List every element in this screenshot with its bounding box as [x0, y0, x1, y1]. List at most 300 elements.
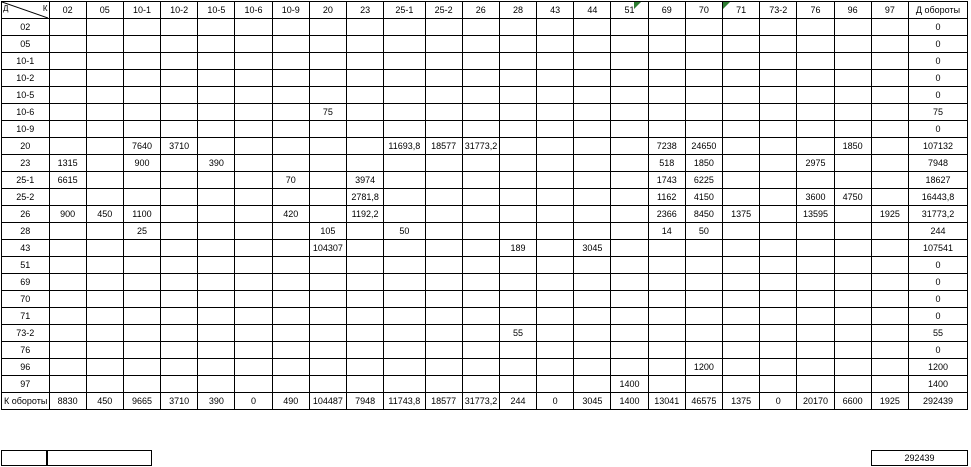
- data-cell[interactable]: [871, 342, 908, 359]
- data-cell[interactable]: [723, 376, 760, 393]
- data-cell[interactable]: [611, 70, 648, 87]
- data-cell[interactable]: 11693,8: [384, 138, 425, 155]
- data-cell[interactable]: [611, 87, 648, 104]
- data-cell[interactable]: [161, 155, 198, 172]
- data-cell[interactable]: [309, 138, 346, 155]
- data-cell[interactable]: [834, 240, 871, 257]
- data-cell[interactable]: [425, 206, 462, 223]
- row-total-cell[interactable]: 0: [908, 53, 967, 70]
- data-cell[interactable]: [760, 189, 797, 206]
- data-cell[interactable]: [198, 274, 235, 291]
- data-cell[interactable]: [499, 376, 536, 393]
- data-cell[interactable]: [161, 240, 198, 257]
- column-total-cell[interactable]: 31773,2: [462, 393, 499, 410]
- data-cell[interactable]: [537, 155, 574, 172]
- data-cell[interactable]: [86, 359, 123, 376]
- data-cell[interactable]: [648, 291, 685, 308]
- column-header[interactable]: 10-1: [123, 2, 160, 19]
- data-cell[interactable]: [462, 70, 499, 87]
- data-cell[interactable]: [760, 172, 797, 189]
- data-cell[interactable]: 75: [309, 104, 346, 121]
- data-cell[interactable]: [384, 189, 425, 206]
- data-cell[interactable]: [462, 172, 499, 189]
- data-cell[interactable]: [462, 189, 499, 206]
- data-cell[interactable]: [499, 359, 536, 376]
- data-cell[interactable]: [235, 308, 272, 325]
- data-cell[interactable]: [723, 36, 760, 53]
- data-cell[interactable]: 518: [648, 155, 685, 172]
- data-cell[interactable]: [648, 359, 685, 376]
- data-cell[interactable]: [384, 172, 425, 189]
- data-cell[interactable]: [384, 342, 425, 359]
- column-header[interactable]: 70: [685, 2, 722, 19]
- data-cell[interactable]: [384, 70, 425, 87]
- data-cell[interactable]: [797, 19, 834, 36]
- data-cell[interactable]: [723, 274, 760, 291]
- data-cell[interactable]: [384, 155, 425, 172]
- data-cell[interactable]: [537, 138, 574, 155]
- row-total-cell[interactable]: 107132: [908, 138, 967, 155]
- data-cell[interactable]: [723, 308, 760, 325]
- data-cell[interactable]: [161, 189, 198, 206]
- data-cell[interactable]: [685, 291, 722, 308]
- data-cell[interactable]: [309, 36, 346, 53]
- data-cell[interactable]: 3600: [797, 189, 834, 206]
- data-cell[interactable]: [760, 87, 797, 104]
- data-cell[interactable]: [499, 291, 536, 308]
- column-total-cell[interactable]: 450: [86, 393, 123, 410]
- column-total-cell[interactable]: 13041: [648, 393, 685, 410]
- data-cell[interactable]: [834, 172, 871, 189]
- data-cell[interactable]: [685, 308, 722, 325]
- data-cell[interactable]: [648, 257, 685, 274]
- data-cell[interactable]: [723, 104, 760, 121]
- data-cell[interactable]: [760, 342, 797, 359]
- data-cell[interactable]: [723, 359, 760, 376]
- data-cell[interactable]: [235, 19, 272, 36]
- data-cell[interactable]: [235, 138, 272, 155]
- data-cell[interactable]: [161, 87, 198, 104]
- data-cell[interactable]: 2366: [648, 206, 685, 223]
- data-cell[interactable]: [685, 19, 722, 36]
- data-cell[interactable]: [685, 257, 722, 274]
- column-total-cell[interactable]: 1375: [723, 393, 760, 410]
- data-cell[interactable]: [685, 240, 722, 257]
- data-cell[interactable]: [537, 87, 574, 104]
- data-cell[interactable]: 104307: [309, 240, 346, 257]
- data-cell[interactable]: [648, 342, 685, 359]
- data-cell[interactable]: [871, 53, 908, 70]
- data-cell[interactable]: [235, 104, 272, 121]
- data-cell[interactable]: [347, 274, 384, 291]
- data-cell[interactable]: [309, 155, 346, 172]
- data-cell[interactable]: [384, 325, 425, 342]
- data-cell[interactable]: [723, 325, 760, 342]
- data-cell[interactable]: [425, 172, 462, 189]
- data-cell[interactable]: 900: [49, 206, 86, 223]
- data-cell[interactable]: [384, 87, 425, 104]
- data-cell[interactable]: [86, 240, 123, 257]
- data-cell[interactable]: 50: [384, 223, 425, 240]
- data-cell[interactable]: [834, 342, 871, 359]
- data-cell[interactable]: [760, 155, 797, 172]
- row-header[interactable]: 28: [2, 223, 50, 240]
- data-cell[interactable]: [309, 19, 346, 36]
- row-total-cell[interactable]: 55: [908, 325, 967, 342]
- data-cell[interactable]: [797, 138, 834, 155]
- data-cell[interactable]: [86, 172, 123, 189]
- data-cell[interactable]: [425, 70, 462, 87]
- data-cell[interactable]: [834, 70, 871, 87]
- data-cell[interactable]: [86, 342, 123, 359]
- row-header[interactable]: 43: [2, 240, 50, 257]
- column-total-cell[interactable]: 8830: [49, 393, 86, 410]
- data-cell[interactable]: [537, 70, 574, 87]
- data-cell[interactable]: [574, 189, 611, 206]
- data-cell[interactable]: [723, 223, 760, 240]
- row-header[interactable]: 10-2: [2, 70, 50, 87]
- data-cell[interactable]: [871, 138, 908, 155]
- data-cell[interactable]: [499, 257, 536, 274]
- data-cell[interactable]: [499, 138, 536, 155]
- data-cell[interactable]: [871, 240, 908, 257]
- data-cell[interactable]: [161, 274, 198, 291]
- column-header[interactable]: 25-2: [425, 2, 462, 19]
- data-cell[interactable]: [574, 223, 611, 240]
- data-cell[interactable]: [161, 104, 198, 121]
- data-cell[interactable]: [537, 291, 574, 308]
- column-total-cell[interactable]: 1400: [611, 393, 648, 410]
- data-cell[interactable]: [161, 172, 198, 189]
- data-cell[interactable]: [272, 342, 309, 359]
- data-cell[interactable]: [384, 36, 425, 53]
- data-cell[interactable]: [499, 308, 536, 325]
- row-header[interactable]: 25-1: [2, 172, 50, 189]
- data-cell[interactable]: [611, 121, 648, 138]
- data-cell[interactable]: [309, 359, 346, 376]
- data-cell[interactable]: [161, 359, 198, 376]
- row-total-cell[interactable]: 0: [908, 308, 967, 325]
- data-cell[interactable]: [272, 274, 309, 291]
- data-cell[interactable]: [760, 257, 797, 274]
- data-cell[interactable]: [723, 121, 760, 138]
- data-cell[interactable]: [462, 376, 499, 393]
- data-cell[interactable]: 3710: [161, 138, 198, 155]
- data-cell[interactable]: [834, 104, 871, 121]
- data-cell[interactable]: [86, 53, 123, 70]
- data-cell[interactable]: [49, 36, 86, 53]
- data-cell[interactable]: [425, 121, 462, 138]
- data-cell[interactable]: [760, 223, 797, 240]
- data-cell[interactable]: [425, 223, 462, 240]
- data-cell[interactable]: [425, 376, 462, 393]
- data-cell[interactable]: [198, 359, 235, 376]
- data-cell[interactable]: [198, 342, 235, 359]
- data-cell[interactable]: [462, 240, 499, 257]
- data-cell[interactable]: [723, 189, 760, 206]
- data-cell[interactable]: [574, 359, 611, 376]
- data-cell[interactable]: [384, 376, 425, 393]
- data-cell[interactable]: 3974: [347, 172, 384, 189]
- data-cell[interactable]: [537, 121, 574, 138]
- data-cell[interactable]: 13595: [797, 206, 834, 223]
- data-cell[interactable]: [760, 240, 797, 257]
- data-cell[interactable]: [871, 87, 908, 104]
- data-cell[interactable]: [235, 70, 272, 87]
- row-total-cell[interactable]: 0: [908, 87, 967, 104]
- data-cell[interactable]: [648, 308, 685, 325]
- data-cell[interactable]: [834, 53, 871, 70]
- data-cell[interactable]: [834, 257, 871, 274]
- column-header[interactable]: 69: [648, 2, 685, 19]
- column-total-cell[interactable]: 6600: [834, 393, 871, 410]
- column-header[interactable]: 28: [499, 2, 536, 19]
- data-cell[interactable]: 1400: [611, 376, 648, 393]
- data-cell[interactable]: [685, 342, 722, 359]
- data-cell[interactable]: [537, 206, 574, 223]
- data-cell[interactable]: [235, 172, 272, 189]
- data-cell[interactable]: [611, 257, 648, 274]
- column-header[interactable]: 10-9: [272, 2, 309, 19]
- data-cell[interactable]: [834, 121, 871, 138]
- data-cell[interactable]: [86, 274, 123, 291]
- data-cell[interactable]: [272, 240, 309, 257]
- data-cell[interactable]: [123, 274, 160, 291]
- data-cell[interactable]: [797, 53, 834, 70]
- data-cell[interactable]: 55: [499, 325, 536, 342]
- column-total-cell[interactable]: 9665: [123, 393, 160, 410]
- data-cell[interactable]: [272, 87, 309, 104]
- data-cell[interactable]: [384, 240, 425, 257]
- data-cell[interactable]: [272, 104, 309, 121]
- data-cell[interactable]: [685, 121, 722, 138]
- data-cell[interactable]: [723, 87, 760, 104]
- row-header[interactable]: 10-5: [2, 87, 50, 104]
- row-header[interactable]: 10-6: [2, 104, 50, 121]
- data-cell[interactable]: [685, 104, 722, 121]
- data-cell[interactable]: [611, 291, 648, 308]
- data-cell[interactable]: [425, 19, 462, 36]
- data-cell[interactable]: [347, 138, 384, 155]
- data-cell[interactable]: [425, 342, 462, 359]
- data-cell[interactable]: [834, 274, 871, 291]
- data-cell[interactable]: [309, 274, 346, 291]
- data-cell[interactable]: [685, 70, 722, 87]
- data-cell[interactable]: [574, 206, 611, 223]
- data-cell[interactable]: [123, 189, 160, 206]
- data-cell[interactable]: [86, 121, 123, 138]
- data-cell[interactable]: [49, 53, 86, 70]
- data-cell[interactable]: [425, 104, 462, 121]
- data-cell[interactable]: [462, 155, 499, 172]
- data-cell[interactable]: [760, 121, 797, 138]
- column-total-cell[interactable]: 0: [760, 393, 797, 410]
- data-cell[interactable]: [49, 121, 86, 138]
- column-total-cell[interactable]: 20170: [797, 393, 834, 410]
- data-cell[interactable]: [723, 257, 760, 274]
- data-cell[interactable]: 8450: [685, 206, 722, 223]
- data-cell[interactable]: [49, 325, 86, 342]
- row-header[interactable]: 73-2: [2, 325, 50, 342]
- data-cell[interactable]: [161, 257, 198, 274]
- data-cell[interactable]: [871, 104, 908, 121]
- data-cell[interactable]: [384, 53, 425, 70]
- data-cell[interactable]: [797, 172, 834, 189]
- data-cell[interactable]: [797, 291, 834, 308]
- column-header[interactable]: 02: [49, 2, 86, 19]
- data-cell[interactable]: [648, 104, 685, 121]
- data-cell[interactable]: [198, 291, 235, 308]
- row-total-cell[interactable]: 0: [908, 257, 967, 274]
- data-cell[interactable]: [86, 87, 123, 104]
- column-header[interactable]: 51: [611, 2, 648, 19]
- data-cell[interactable]: 1850: [834, 138, 871, 155]
- data-cell[interactable]: [161, 376, 198, 393]
- data-cell[interactable]: [611, 308, 648, 325]
- data-cell[interactable]: [49, 240, 86, 257]
- data-cell[interactable]: [723, 155, 760, 172]
- data-cell[interactable]: 1375: [723, 206, 760, 223]
- data-cell[interactable]: [123, 376, 160, 393]
- row-total-cell[interactable]: 0: [908, 274, 967, 291]
- data-cell[interactable]: 1743: [648, 172, 685, 189]
- data-cell[interactable]: [462, 359, 499, 376]
- data-cell[interactable]: [272, 257, 309, 274]
- data-cell[interactable]: [86, 223, 123, 240]
- column-header[interactable]: 23: [347, 2, 384, 19]
- column-header[interactable]: 26: [462, 2, 499, 19]
- data-cell[interactable]: [309, 291, 346, 308]
- data-cell[interactable]: [871, 172, 908, 189]
- data-cell[interactable]: [611, 19, 648, 36]
- data-cell[interactable]: [685, 87, 722, 104]
- column-total-cell[interactable]: 490: [272, 393, 309, 410]
- data-cell[interactable]: [834, 155, 871, 172]
- data-cell[interactable]: [425, 257, 462, 274]
- data-cell[interactable]: [235, 240, 272, 257]
- data-cell[interactable]: [537, 223, 574, 240]
- data-cell[interactable]: 25: [123, 223, 160, 240]
- data-cell[interactable]: [198, 308, 235, 325]
- data-cell[interactable]: [347, 291, 384, 308]
- data-cell[interactable]: [760, 19, 797, 36]
- data-cell[interactable]: [499, 36, 536, 53]
- data-cell[interactable]: 450: [86, 206, 123, 223]
- data-cell[interactable]: [797, 87, 834, 104]
- data-cell[interactable]: [834, 19, 871, 36]
- data-cell[interactable]: [834, 325, 871, 342]
- data-cell[interactable]: [384, 359, 425, 376]
- data-cell[interactable]: 24650: [685, 138, 722, 155]
- data-cell[interactable]: [86, 138, 123, 155]
- data-cell[interactable]: [574, 376, 611, 393]
- data-cell[interactable]: [425, 359, 462, 376]
- data-cell[interactable]: [425, 240, 462, 257]
- data-cell[interactable]: [499, 19, 536, 36]
- data-cell[interactable]: [384, 206, 425, 223]
- data-cell[interactable]: 6615: [49, 172, 86, 189]
- data-cell[interactable]: [871, 376, 908, 393]
- data-cell[interactable]: [347, 325, 384, 342]
- data-cell[interactable]: [309, 189, 346, 206]
- data-cell[interactable]: [309, 257, 346, 274]
- data-cell[interactable]: [425, 155, 462, 172]
- data-cell[interactable]: [272, 70, 309, 87]
- data-cell[interactable]: [611, 223, 648, 240]
- data-cell[interactable]: [49, 138, 86, 155]
- data-cell[interactable]: [574, 291, 611, 308]
- row-total-cell[interactable]: 0: [908, 36, 967, 53]
- data-cell[interactable]: [574, 19, 611, 36]
- data-cell[interactable]: [198, 104, 235, 121]
- data-cell[interactable]: [49, 70, 86, 87]
- data-cell[interactable]: [462, 308, 499, 325]
- data-cell[interactable]: [198, 87, 235, 104]
- data-cell[interactable]: 1850: [685, 155, 722, 172]
- column-header[interactable]: 97: [871, 2, 908, 19]
- data-cell[interactable]: [797, 70, 834, 87]
- data-cell[interactable]: 7640: [123, 138, 160, 155]
- data-cell[interactable]: 3045: [574, 240, 611, 257]
- data-cell[interactable]: [384, 274, 425, 291]
- data-cell[interactable]: [871, 359, 908, 376]
- data-cell[interactable]: [49, 308, 86, 325]
- data-cell[interactable]: [648, 19, 685, 36]
- data-cell[interactable]: [611, 325, 648, 342]
- data-cell[interactable]: 189: [499, 240, 536, 257]
- data-cell[interactable]: [347, 87, 384, 104]
- data-cell[interactable]: [611, 104, 648, 121]
- data-cell[interactable]: 31773,2: [462, 138, 499, 155]
- data-cell[interactable]: [161, 291, 198, 308]
- data-cell[interactable]: [611, 240, 648, 257]
- data-cell[interactable]: [685, 376, 722, 393]
- data-cell[interactable]: [499, 342, 536, 359]
- data-cell[interactable]: [760, 325, 797, 342]
- column-header[interactable]: 10-6: [235, 2, 272, 19]
- data-cell[interactable]: [648, 53, 685, 70]
- data-cell[interactable]: [123, 240, 160, 257]
- data-cell[interactable]: [123, 325, 160, 342]
- data-cell[interactable]: [86, 36, 123, 53]
- data-cell[interactable]: [611, 172, 648, 189]
- data-cell[interactable]: [235, 223, 272, 240]
- data-cell[interactable]: [723, 70, 760, 87]
- data-cell[interactable]: [49, 359, 86, 376]
- data-cell[interactable]: [462, 36, 499, 53]
- data-cell[interactable]: [611, 36, 648, 53]
- data-cell[interactable]: [462, 53, 499, 70]
- data-cell[interactable]: [198, 53, 235, 70]
- data-cell[interactable]: [871, 189, 908, 206]
- data-cell[interactable]: [425, 325, 462, 342]
- data-cell[interactable]: [272, 291, 309, 308]
- data-cell[interactable]: [123, 172, 160, 189]
- data-cell[interactable]: [537, 359, 574, 376]
- data-cell[interactable]: [611, 359, 648, 376]
- column-total-cell[interactable]: 7948: [347, 393, 384, 410]
- column-header[interactable]: 43: [537, 2, 574, 19]
- data-cell[interactable]: [347, 240, 384, 257]
- data-cell[interactable]: [574, 308, 611, 325]
- data-cell[interactable]: [723, 172, 760, 189]
- data-cell[interactable]: [123, 359, 160, 376]
- data-cell[interactable]: [685, 53, 722, 70]
- data-cell[interactable]: [198, 138, 235, 155]
- data-cell[interactable]: [760, 36, 797, 53]
- data-cell[interactable]: [648, 240, 685, 257]
- data-cell[interactable]: [723, 240, 760, 257]
